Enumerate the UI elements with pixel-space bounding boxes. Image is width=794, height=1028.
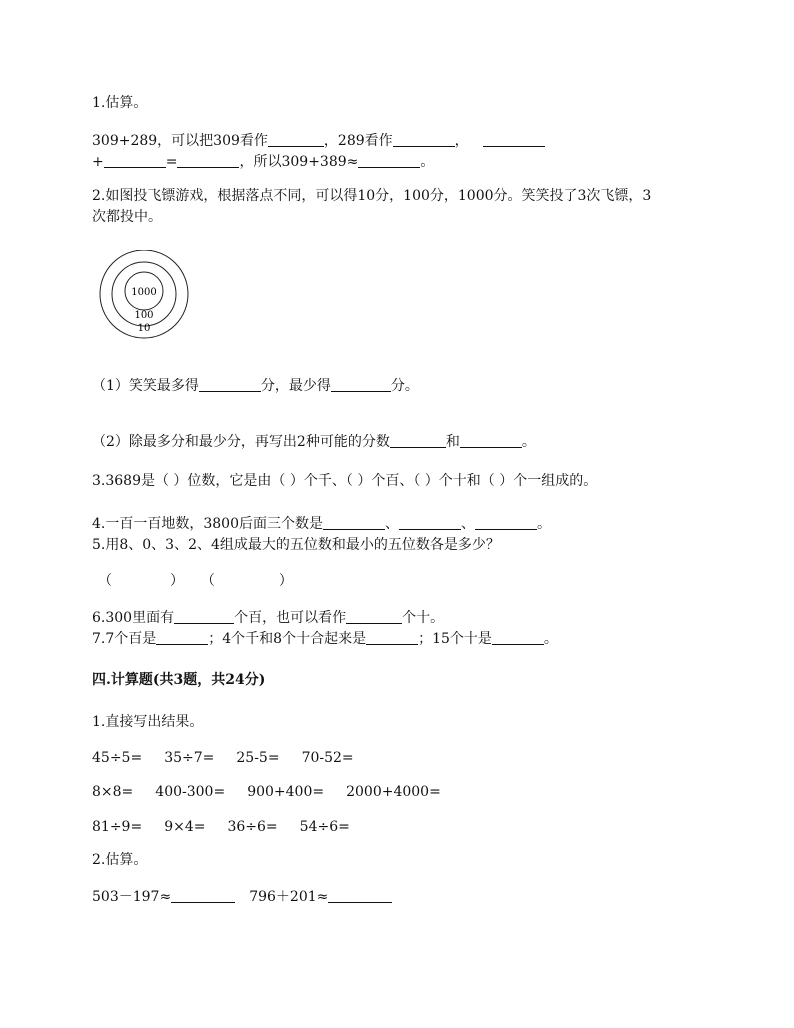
q2-part1: （1）笑笑最多得 分，最少得 分。 <box>92 378 419 394</box>
calc2-line: 503－197≈ 796＋201≈ <box>92 888 392 906</box>
blank[interactable] <box>268 132 324 147</box>
calc1-title: 1.直接写出结果。 <box>92 714 204 730</box>
q4-line: 4.一百一百地数，3800后面三个数是 、 、 。 <box>92 516 551 532</box>
q3-line: 3.3689是（ ）位数，它是由（ ）个千、（ ）个百、（ ）个十和（ ）个一组成的。 <box>92 473 598 489</box>
ring-label-100: 100 <box>134 310 154 321</box>
blank[interactable] <box>358 153 420 168</box>
calc-row-3 <box>92 818 372 836</box>
blank[interactable] <box>331 377 391 392</box>
q1-line2: + = ，所以309+389≈ 。 <box>92 154 435 170</box>
expr: 9×4= <box>164 819 206 835</box>
expr: 2000+4000= <box>346 784 441 800</box>
calc2-title: 2.估算。 <box>92 852 148 868</box>
blank[interactable] <box>483 132 545 147</box>
q2-line2: 次都投中。 <box>92 209 162 225</box>
blank[interactable] <box>156 630 208 645</box>
blank[interactable] <box>460 433 522 448</box>
blank[interactable] <box>492 630 544 645</box>
expr: 8×8= <box>92 784 134 800</box>
calc-row-2 <box>92 783 463 801</box>
blank[interactable] <box>199 377 261 392</box>
blank[interactable] <box>104 153 166 168</box>
expr: 70-52= <box>301 750 354 766</box>
expr: 400-300= <box>155 784 226 800</box>
blank[interactable] <box>390 433 446 448</box>
q6-line: 6.300里面有 个百，也可以看作 个十。 <box>92 610 445 626</box>
q7-line: 7.7个百是 ；4个千和8个十合起来是 ；15个十是 。 <box>92 631 558 647</box>
q5-line: 5.用8、0、3、2、4组成最大的五位数和最小的五位数各是多少？ <box>92 537 500 553</box>
blank[interactable] <box>346 609 402 624</box>
q2-part2: （2）除最多分和最少分，再写出2种可能的分数 和 。 <box>92 434 536 450</box>
blank[interactable] <box>328 888 392 903</box>
expr: 54÷6= <box>299 819 350 835</box>
blank[interactable] <box>399 515 461 530</box>
expr: 81÷9= <box>92 819 143 835</box>
blank[interactable] <box>366 630 418 645</box>
q1-line1: 309+289，可以把309看作 ，289看作 ， <box>92 132 545 150</box>
expr: 25-5= <box>236 750 280 766</box>
calc-row-1 <box>92 749 376 767</box>
ring-label-10: 10 <box>137 323 151 334</box>
blank[interactable] <box>323 515 385 530</box>
blank[interactable] <box>393 132 455 147</box>
expr: 36÷6= <box>227 819 278 835</box>
expr: 900+400= <box>247 784 325 800</box>
q5-answer-parens: （ ） （ ） <box>98 573 293 589</box>
expr: 45÷5= <box>92 750 143 766</box>
ring-label-1000: 1000 <box>131 287 157 298</box>
blank[interactable] <box>475 515 537 530</box>
blank[interactable] <box>177 153 239 168</box>
q2-line1: 2.如图投飞镖游戏，根据落点不同，可以得10分，100分，1000分。笑笑投了3次飞镖，3 <box>92 188 652 204</box>
section-heading: 四.计算题(共3题，共24分) <box>92 672 266 688</box>
blank[interactable] <box>174 609 234 624</box>
dartboard-figure <box>98 250 194 340</box>
expr: 35÷7= <box>164 750 215 766</box>
blank[interactable] <box>171 888 235 903</box>
q1-title: 1.估算。 <box>92 95 148 111</box>
